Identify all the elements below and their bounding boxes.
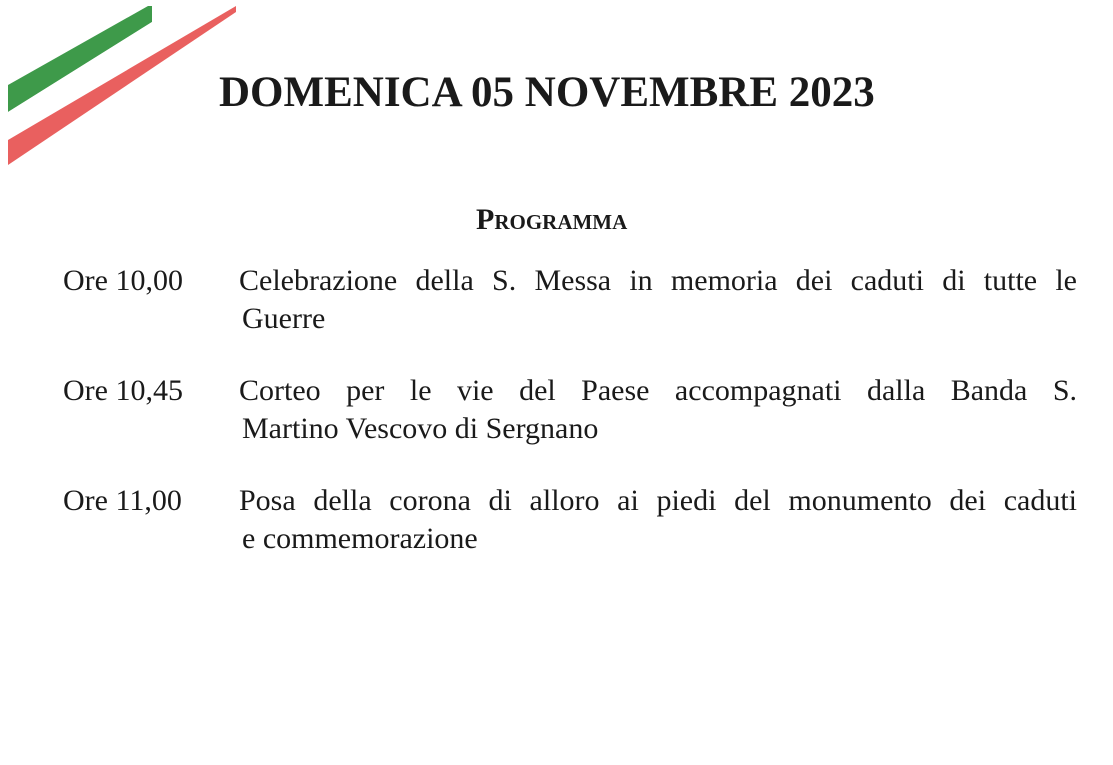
program-item-time: Ore 10,00 xyxy=(63,264,183,297)
program-item-line: Corteo per le vie del Paese accompagnati dalla Banda S. xyxy=(239,374,1077,407)
program-item-line: Guerre xyxy=(242,302,326,335)
program-item-line: e commemorazione xyxy=(242,522,478,555)
flag-white-stripe xyxy=(8,6,190,132)
program-list xyxy=(63,262,1083,592)
program-item xyxy=(63,262,1083,372)
program-item-description xyxy=(239,482,1077,558)
program-item-time: Ore 11,00 xyxy=(63,484,182,517)
program-item-line: Celebrazione della S. Messa in memoria dei caduti di tutte le xyxy=(239,264,1077,297)
program-heading: Programma xyxy=(476,203,628,236)
italian-flag-ribbon xyxy=(0,0,250,175)
program-item-line: Posa della corona di alloro ai piedi del monumento dei caduti xyxy=(239,484,1077,517)
program-item xyxy=(63,482,1083,592)
program-item xyxy=(63,372,1083,482)
program-item-description xyxy=(239,262,1077,338)
flag-green-stripe xyxy=(8,6,152,112)
program-item-time: Ore 10,45 xyxy=(63,374,183,407)
program-item-line: Martino Vescovo di Sergnano xyxy=(242,412,599,445)
program-item-description xyxy=(239,372,1077,448)
page-title: DOMENICA 05 NOVEMBRE 2023 xyxy=(219,69,875,116)
